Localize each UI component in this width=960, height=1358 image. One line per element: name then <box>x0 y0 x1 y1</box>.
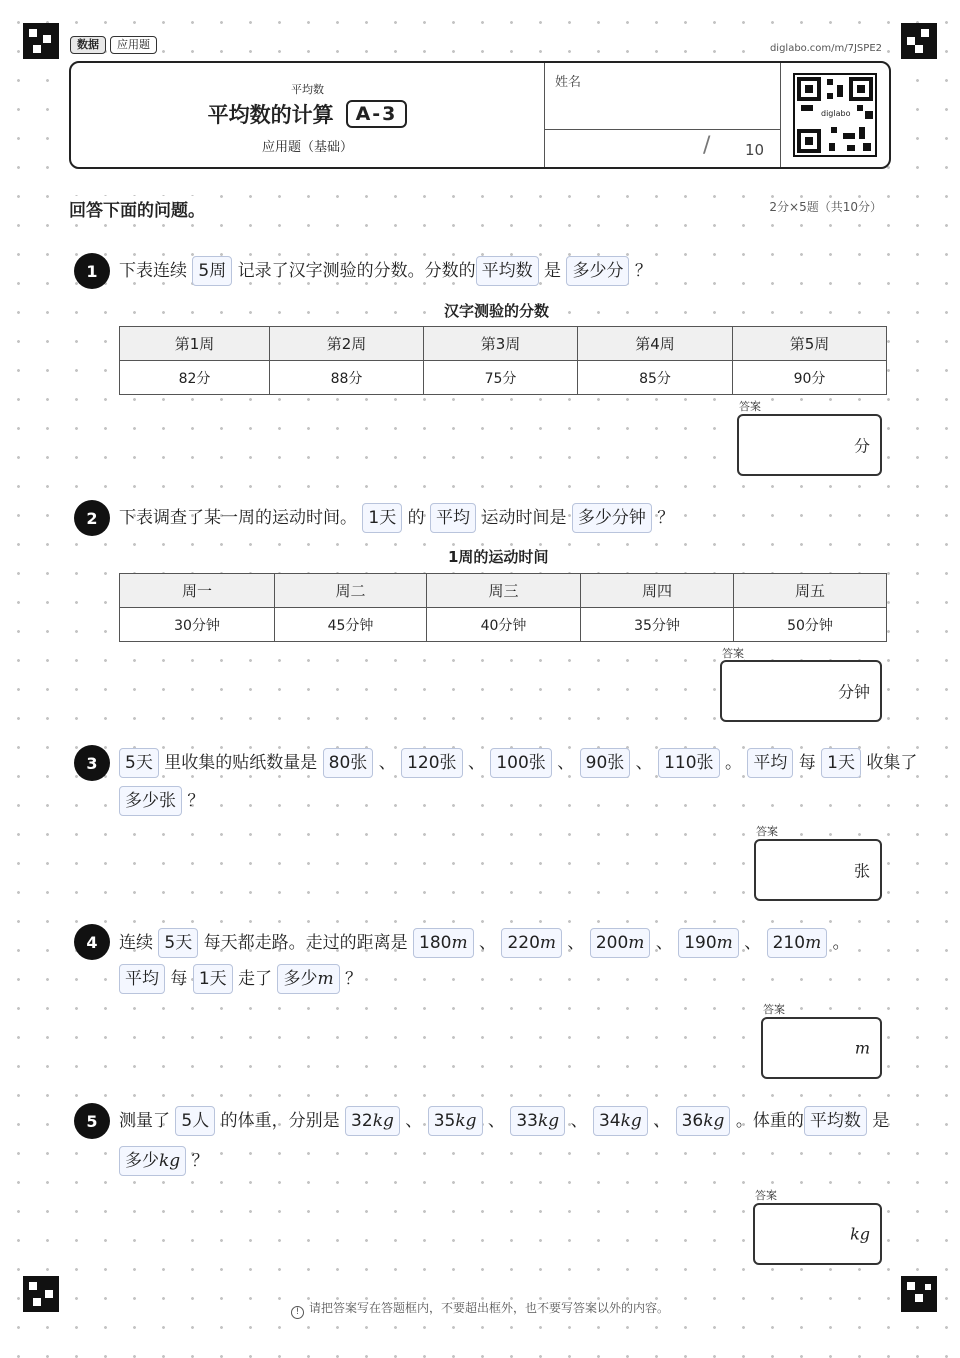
answer-1-unit: 分 <box>853 436 870 456</box>
answer-2-unit: 分钟 <box>837 682 870 702</box>
table-2-cell: 40分钟 <box>427 608 581 642</box>
table-2-header: 周一 <box>120 574 275 608</box>
table-2-header: 周三 <box>427 574 581 608</box>
answer-5-box[interactable] <box>753 1203 882 1265</box>
table-2-header: 周四 <box>581 574 734 608</box>
worksheet-code: A-3 <box>346 100 408 128</box>
table-1-title: 汉字测验的分数 <box>444 302 550 320</box>
question-1-text: 下表连续 5周 记录了汉字测验的分数。分数的 平均数 是 多少分 ？ <box>119 254 652 288</box>
table-1-cell: 90分 <box>733 361 887 395</box>
table-2-cell: 30分钟 <box>120 608 275 642</box>
worksheet-url: diglabo.com/m/7JSPE2 <box>769 43 882 54</box>
question-5-text-line-1: 测量了 5人 的体重，分别是 32kg 、 35kg 、 33kg 、 34kg 、 36kg 。体重的 平均数 是 <box>119 1104 889 1138</box>
answer-5-label: 答案 <box>755 1189 777 1202</box>
points-info: 2分×5题（共10分） <box>769 200 882 214</box>
name-label: 姓名 <box>555 75 582 90</box>
footer-note <box>0 1299 960 1319</box>
table-1-cell: 82分 <box>120 361 270 395</box>
tag-data: 数据 <box>70 36 106 54</box>
question-1-number: 1 <box>74 253 110 289</box>
worksheet-header <box>69 61 891 169</box>
footer-text: 请把答案写在答题框内，不要超出框外，也不要写答案以外的内容。 <box>308 1301 669 1315</box>
worksheet-subtitle: 平均数 <box>291 83 324 96</box>
answer-1-label: 答案 <box>739 400 761 413</box>
question-4-text-line-2: 平均 每 1天 走了 多少m ？ <box>119 962 362 996</box>
table-2-cell: 35分钟 <box>581 608 734 642</box>
tag-word-problem: 应用题 <box>110 36 157 54</box>
qr-label: diglabo <box>821 109 851 118</box>
qr-code <box>793 73 877 157</box>
corner-marker-top-left <box>23 23 59 59</box>
question-5-number: 5 <box>74 1103 110 1139</box>
tag-list <box>70 36 157 54</box>
question-4-number: 4 <box>74 924 110 960</box>
table-1 <box>119 326 887 395</box>
question-5-text-line-2: 多少kg ？ <box>119 1144 209 1178</box>
answer-4-box[interactable] <box>761 1017 882 1079</box>
corner-marker-top-right <box>901 23 937 59</box>
score-slash: / <box>703 133 711 158</box>
answer-4-unit: m <box>854 1038 870 1058</box>
worksheet-type: 应用题（基础） <box>261 140 353 155</box>
name-divider <box>545 129 780 130</box>
answer-3-unit: 张 <box>853 861 870 881</box>
name-score-block <box>545 63 781 167</box>
table-2-title: 1周的运动时间 <box>448 548 549 566</box>
answer-4-label: 答案 <box>763 1003 785 1016</box>
worksheet-title-row <box>71 99 544 129</box>
table-1-cell: 75分 <box>424 361 578 395</box>
answer-2-label: 答案 <box>722 647 744 660</box>
question-4-text-line-1: 连续 5天 每天都走路。走过的距离是 180m 、 220m 、 200m 、 190m 、 210m 。 <box>119 926 850 960</box>
table-2-header: 周二 <box>275 574 427 608</box>
table-2-cell: 45分钟 <box>275 608 427 642</box>
title-block <box>71 63 545 167</box>
question-2-number: 2 <box>74 500 110 536</box>
answer-3-box[interactable] <box>754 839 882 901</box>
answer-2-box[interactable] <box>720 660 882 722</box>
question-3-text-line-1: 5天 里收集的贴纸数量是 80张 、 120张 、 100张 、 90张 、 110张 。 平均 每 1天 收集了 <box>119 746 917 780</box>
question-3-text-line-2: 多少张 ？ <box>119 784 204 818</box>
table-1-cell: 88分 <box>270 361 424 395</box>
table-1-header: 第2周 <box>270 327 424 361</box>
score-total: 10 <box>745 141 765 159</box>
question-3-number: 3 <box>74 745 110 781</box>
instruction: 回答下面的问题。 <box>69 196 205 221</box>
answer-1-box[interactable] <box>737 414 882 476</box>
table-1-header: 第4周 <box>578 327 733 361</box>
answer-3-label: 答案 <box>756 825 778 838</box>
answer-5-unit: kg <box>850 1224 870 1244</box>
table-1-header: 第1周 <box>120 327 270 361</box>
question-2-text: 下表调查了某一周的运动时间。 1天 的 平均 运动时间是 多少分钟 ？ <box>119 501 674 535</box>
table-2 <box>119 573 887 642</box>
info-icon: ! <box>291 1306 304 1319</box>
table-1-header: 第3周 <box>424 327 578 361</box>
table-1-header: 第5周 <box>733 327 887 361</box>
table-2-cell: 50分钟 <box>734 608 887 642</box>
table-1-cell: 85分 <box>578 361 733 395</box>
worksheet-title: 平均数的计算 <box>207 103 334 127</box>
table-2-header: 周五 <box>734 574 887 608</box>
